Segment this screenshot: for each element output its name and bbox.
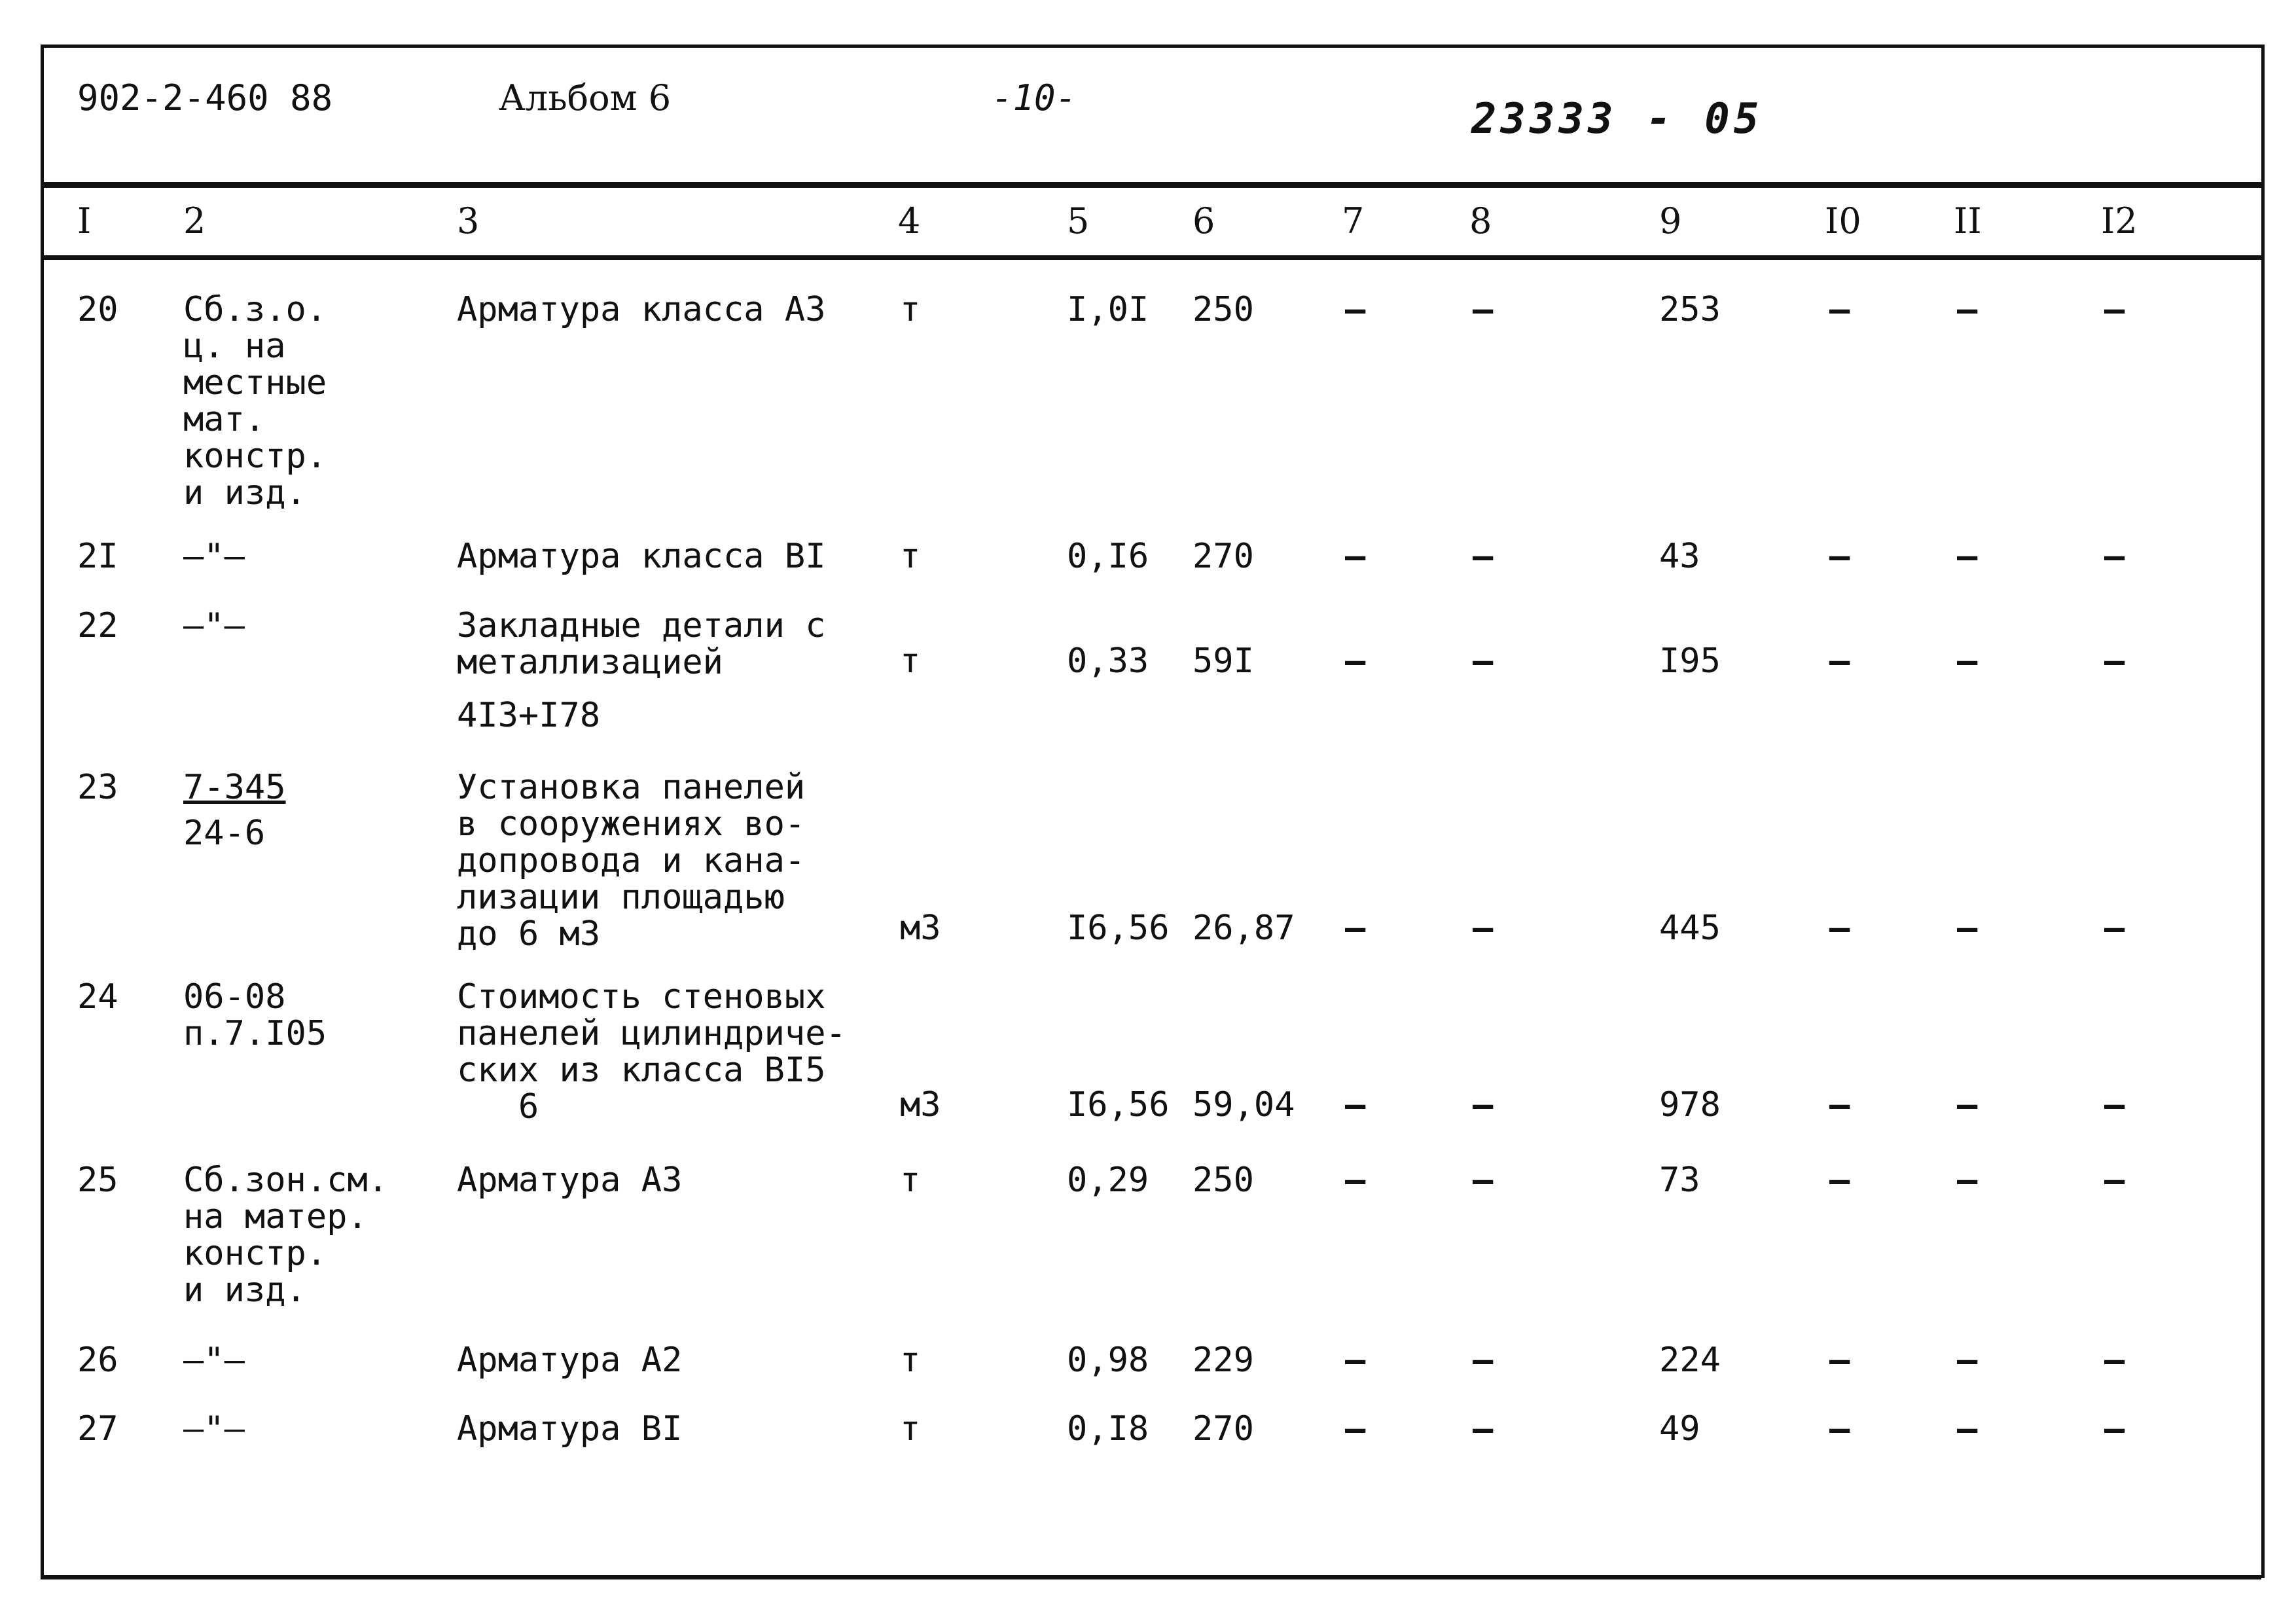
total-cost-cell: 253 — [1659, 290, 1721, 329]
page-number: -10- — [992, 77, 1077, 118]
column-number: 2 — [183, 200, 206, 242]
album-label: Альбом 6 — [499, 77, 672, 118]
row-number: 24 — [77, 977, 118, 1017]
column-number: 7 — [1342, 200, 1365, 242]
empty-cell-dash: – — [1345, 290, 1366, 329]
empty-cell-dash: – — [1345, 537, 1366, 576]
basis-cell: Сб.зон.см. на матер. констр. и изд. — [183, 1161, 389, 1310]
document-number: 902-2-460 88 — [77, 77, 333, 118]
page-frame — [41, 45, 2265, 1578]
column-number: 5 — [1067, 200, 1090, 242]
work-name-cell: Установка панелей в сооружениях во- допровода и кана- лизации площадью до 6 м3 — [457, 768, 806, 954]
row-number: 27 — [77, 1409, 118, 1449]
unit-cell: т — [900, 641, 921, 681]
total-cost-cell: I95 — [1659, 641, 1721, 681]
empty-cell-dash: – — [1829, 290, 1850, 329]
basis-cell: 06-08 п.7.I05 — [183, 977, 327, 1053]
header-rule — [41, 182, 2261, 188]
empty-cell-dash: – — [1957, 1085, 1978, 1125]
column-number: I0 — [1825, 200, 1861, 242]
unit-price-cell: 59I — [1193, 641, 1254, 681]
work-name-cell: Арматура класса BI — [457, 537, 826, 576]
empty-cell-dash: – — [1345, 1161, 1366, 1200]
unit-cell: м3 — [900, 909, 941, 948]
column-number: 8 — [1469, 200, 1492, 242]
unit-price-cell: 59,04 — [1193, 1085, 1295, 1125]
row-number: 26 — [77, 1341, 118, 1380]
column-number: 3 — [457, 200, 480, 242]
quantity-cell: 0,33 — [1067, 641, 1149, 681]
empty-cell-dash: – — [1473, 1409, 1494, 1449]
column-number: 6 — [1193, 200, 1215, 242]
empty-cell-dash: – — [1473, 1161, 1494, 1200]
total-cost-cell: 43 — [1659, 537, 1700, 576]
project-code: 23333 - 05 — [1471, 95, 1763, 143]
quantity-cell: 0,29 — [1067, 1161, 1149, 1200]
work-name-extra: 4I3+I78 — [457, 696, 601, 735]
basis-subcell: 24-6 — [183, 814, 266, 853]
row-number: 20 — [77, 290, 118, 329]
work-name-cell: Стоимость стеновых панелей цилиндриче- ских из класса BI5 6 — [457, 977, 846, 1127]
work-name-cell: Арматура А3 — [457, 1161, 683, 1200]
unit-cell: т — [900, 1161, 921, 1200]
empty-cell-dash: – — [1345, 1341, 1366, 1380]
column-number: 4 — [898, 200, 921, 242]
row-number: 23 — [77, 768, 118, 807]
empty-cell-dash: – — [1829, 909, 1850, 948]
work-name-cell: Арматура класса А3 — [457, 290, 826, 329]
empty-cell-dash: – — [1345, 641, 1366, 681]
unit-price-cell: 250 — [1193, 290, 1254, 329]
empty-cell-dash: – — [1473, 909, 1494, 948]
total-cost-cell: 49 — [1659, 1409, 1700, 1449]
empty-cell-dash: – — [2104, 290, 2125, 329]
row-number: 25 — [77, 1161, 118, 1200]
empty-cell-dash: – — [1345, 1085, 1366, 1125]
row-number: 22 — [77, 606, 118, 645]
empty-cell-dash: – — [1957, 1409, 1978, 1449]
empty-cell-dash: – — [2104, 1341, 2125, 1380]
unit-cell: т — [900, 290, 921, 329]
unit-cell: т — [900, 537, 921, 576]
empty-cell-dash: – — [1473, 537, 1494, 576]
empty-cell-dash: – — [1345, 1409, 1366, 1449]
column-number: I2 — [2101, 200, 2138, 242]
work-name-cell: Закладные детали с металлизацией — [457, 606, 826, 682]
empty-cell-dash: – — [1473, 1341, 1494, 1380]
empty-cell-dash: – — [1957, 641, 1978, 681]
empty-cell-dash: – — [1473, 1085, 1494, 1125]
column-number: 9 — [1659, 200, 1682, 242]
column-header-rule — [41, 255, 2261, 260]
total-cost-cell: 224 — [1659, 1341, 1721, 1380]
empty-cell-dash: – — [1829, 537, 1850, 576]
empty-cell-dash: – — [1957, 1161, 1978, 1200]
unit-price-cell: 229 — [1193, 1341, 1254, 1380]
empty-cell-dash: – — [1829, 1161, 1850, 1200]
basis-cell: 7-345 — [183, 768, 286, 807]
basis-cell: Сб.з.о. ц. на местные мат. констр. и изд. — [183, 290, 327, 513]
unit-price-cell: 270 — [1193, 1409, 1254, 1449]
row-number: 2I — [77, 537, 118, 576]
unit-price-cell: 26,87 — [1193, 909, 1295, 948]
empty-cell-dash: – — [2104, 1085, 2125, 1125]
unit-cell: м3 — [900, 1085, 941, 1125]
empty-cell-dash: – — [1957, 537, 1978, 576]
empty-cell-dash: – — [2104, 1409, 2125, 1449]
quantity-cell: I,0I — [1067, 290, 1149, 329]
empty-cell-dash: – — [1829, 1341, 1850, 1380]
basis-cell: –"– — [183, 606, 245, 645]
empty-cell-dash: – — [1829, 1085, 1850, 1125]
empty-cell-dash: – — [2104, 537, 2125, 576]
empty-cell-dash: – — [2104, 909, 2125, 948]
quantity-cell: 0,I6 — [1067, 537, 1149, 576]
empty-cell-dash: – — [2104, 1161, 2125, 1200]
empty-cell-dash: – — [1473, 641, 1494, 681]
unit-cell: т — [900, 1409, 921, 1449]
column-number: I — [77, 200, 92, 242]
empty-cell-dash: – — [1345, 909, 1366, 948]
unit-price-cell: 250 — [1193, 1161, 1254, 1200]
empty-cell-dash: – — [1957, 290, 1978, 329]
unit-cell: т — [900, 1341, 921, 1380]
unit-price-cell: 270 — [1193, 537, 1254, 576]
total-cost-cell: 73 — [1659, 1161, 1700, 1200]
basis-cell: –"– — [183, 537, 245, 576]
work-name-cell: Арматура BI — [457, 1409, 683, 1449]
quantity-cell: I6,56 — [1067, 1085, 1170, 1125]
empty-cell-dash: – — [1957, 1341, 1978, 1380]
column-number: II — [1954, 200, 1982, 242]
total-cost-cell: 978 — [1659, 1085, 1721, 1125]
quantity-cell: I6,56 — [1067, 909, 1170, 948]
empty-cell-dash: – — [2104, 641, 2125, 681]
work-name-cell: Арматура А2 — [457, 1341, 683, 1380]
empty-cell-dash: – — [1829, 641, 1850, 681]
total-cost-cell: 445 — [1659, 909, 1721, 948]
basis-cell: –"– — [183, 1341, 245, 1380]
empty-cell-dash: – — [1829, 1409, 1850, 1449]
quantity-cell: 0,I8 — [1067, 1409, 1149, 1449]
bottom-rule — [41, 1575, 2261, 1579]
basis-cell: –"– — [183, 1409, 245, 1449]
quantity-cell: 0,98 — [1067, 1341, 1149, 1380]
empty-cell-dash: – — [1957, 909, 1978, 948]
empty-cell-dash: – — [1473, 290, 1494, 329]
